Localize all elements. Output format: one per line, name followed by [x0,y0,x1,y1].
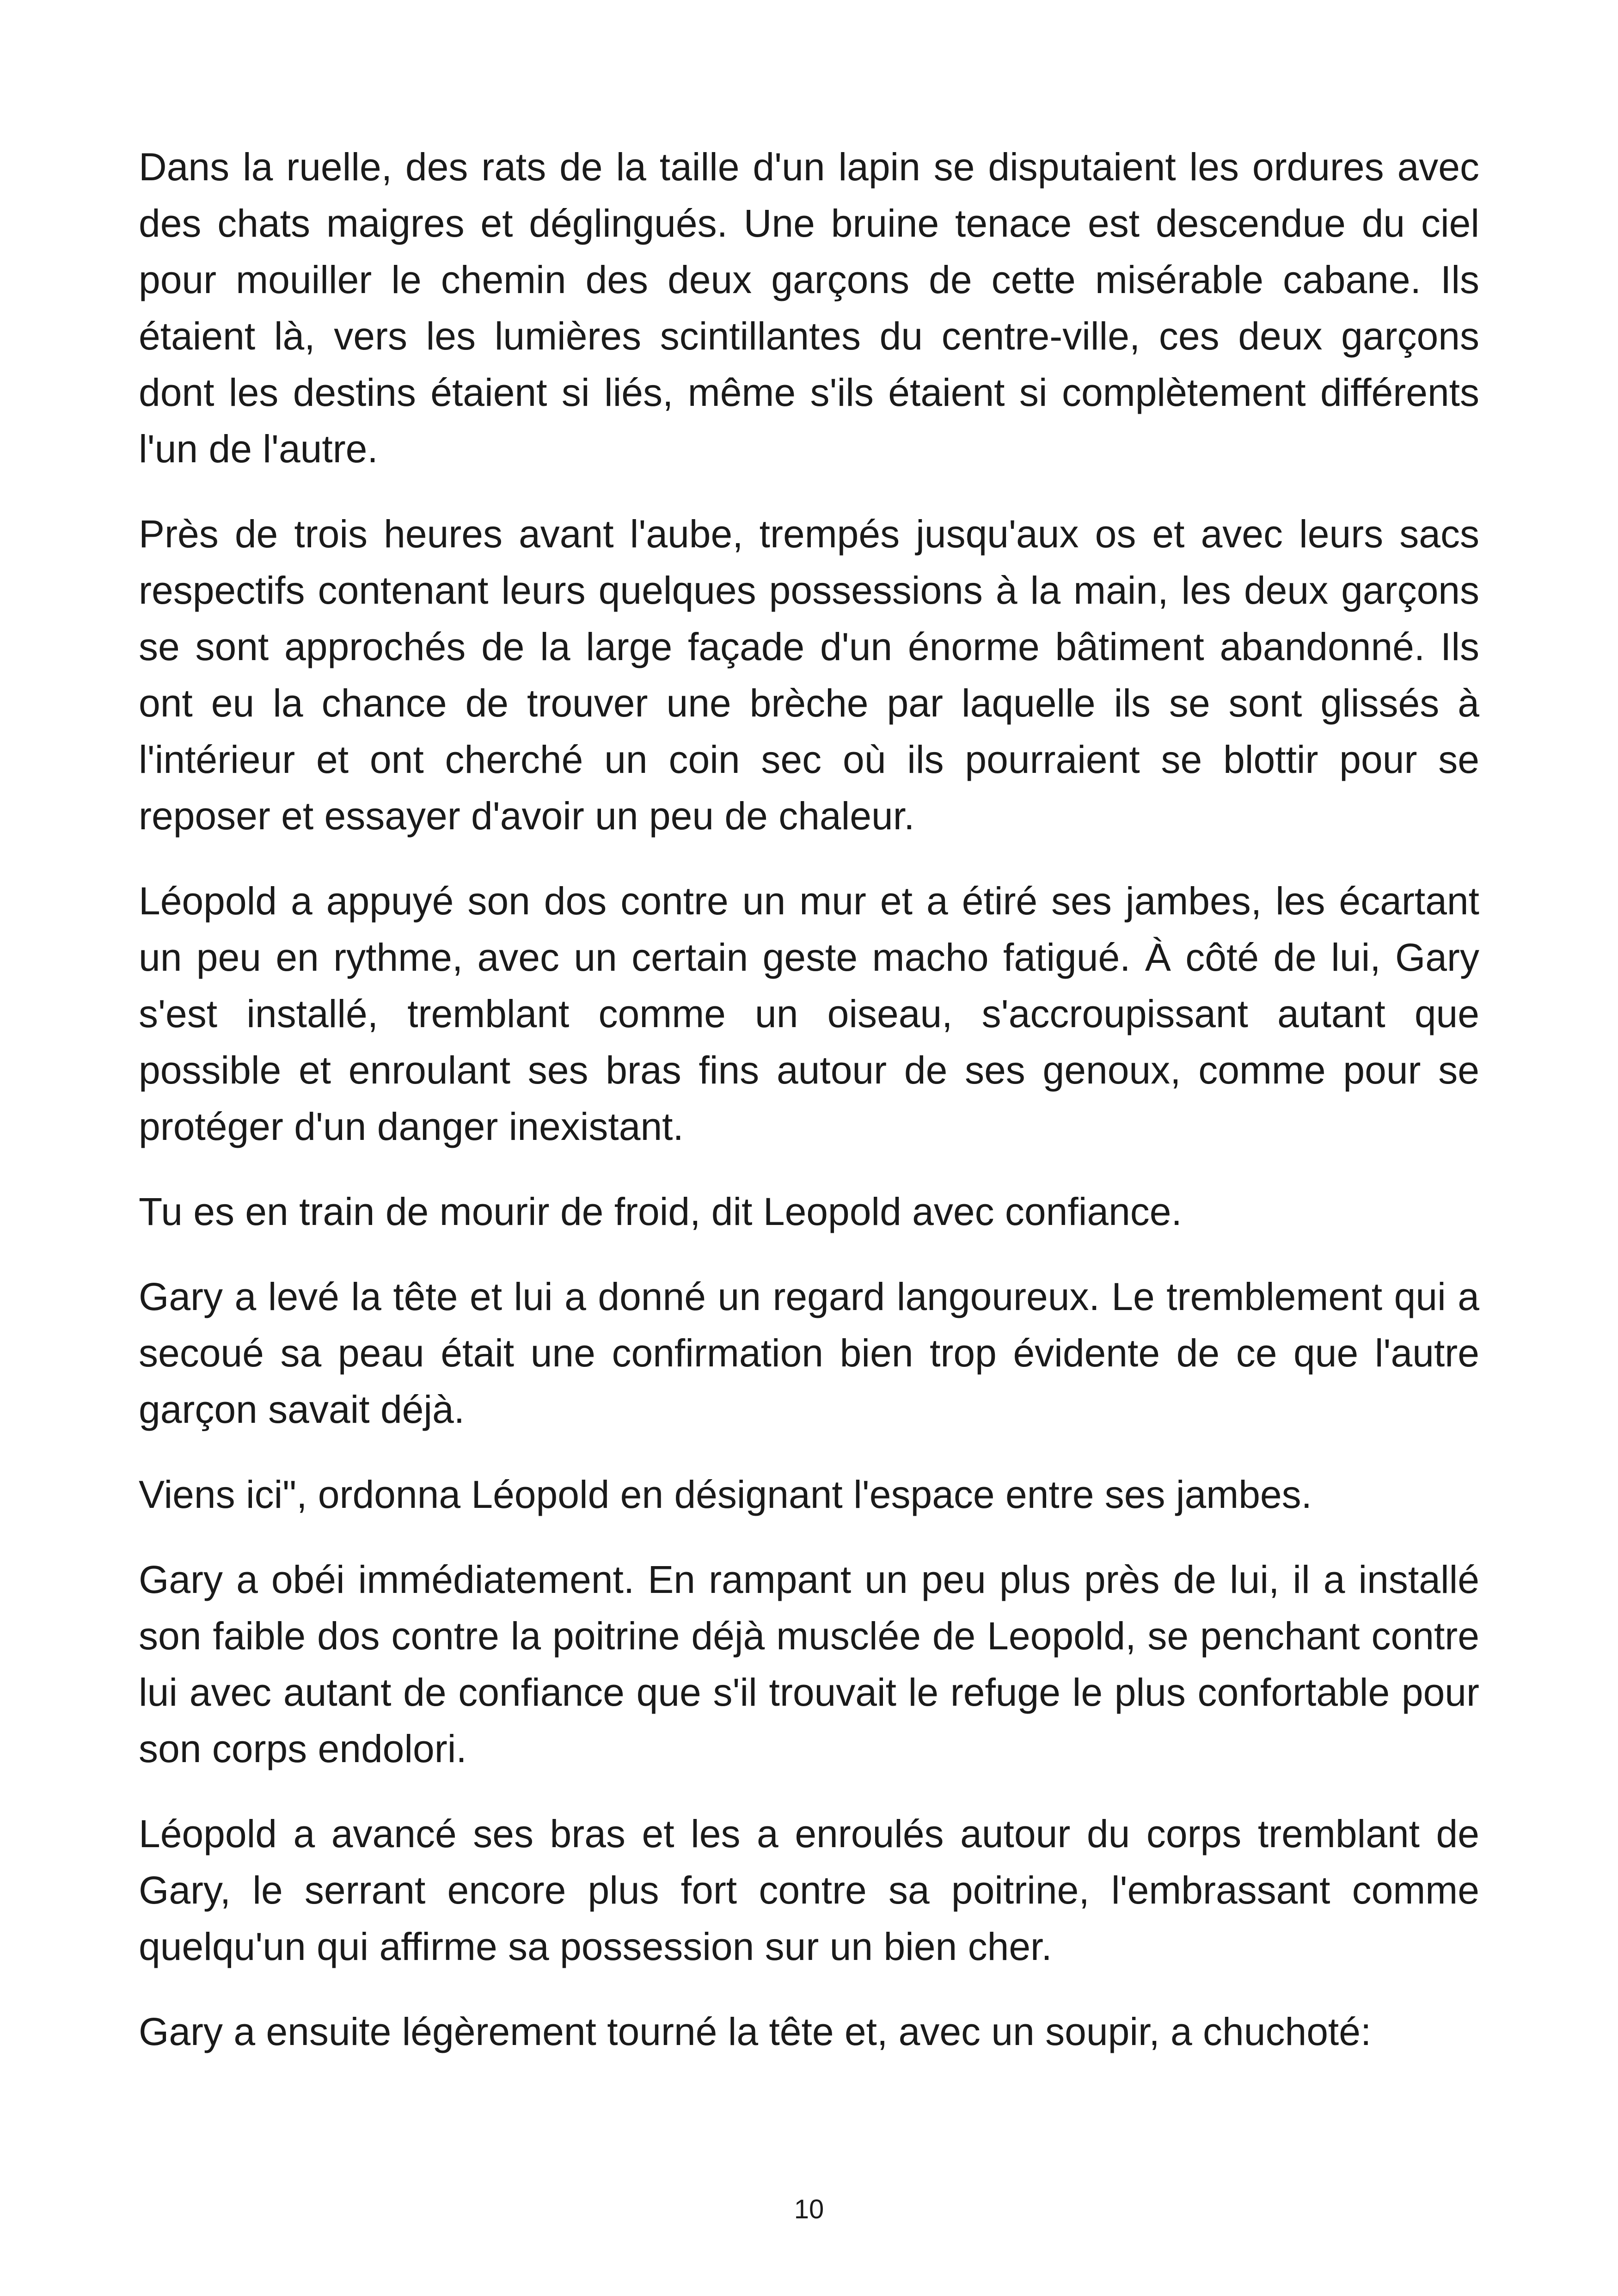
page-number: 10 [794,2194,824,2224]
paragraph-4: Tu es en train de mourir de froid, dit Leopold avec confiance. [139,1190,1182,1233]
paragraph-3: Léopold a appuyé son dos contre un mur et a étiré ses jambes, les écartant un peu en rythme, avec un certain geste macho fatigué. À côté de lui, Gary s'est installé, tremblant comme un oiseau, s'accroupissant autant que possible et enroulant ses bras fins autour de ses genoux, comme pour se protéger d'un danger inexistant. [139,879,1479,1148]
body-text [139,139,1479,2060]
paragraph-7: Gary a obéi immédiatement. En rampant un peu plus près de lui, il a installé son faible dos contre la poitrine déjà musclée de Leopold, se penchant contre lui avec autant de confiance que s'il trouvait le refuge le plus confortable pour son corps endolori. [139,1558,1479,1770]
paragraph-5: Gary a levé la tête et lui a donné un regard langoureux. Le tremblement qui a secoué sa peau était une confirmation bien trop évidente de ce que l'autre garçon savait déjà. [139,1275,1479,1431]
paragraph-6: Viens ici", ordonna Léopold en désignant l'espace entre ses jambes. [139,1473,1312,1516]
paragraph-2: Près de trois heures avant l'aube, trempés jusqu'aux os et avec leurs sacs respectifs contenant leurs quelques possessions à la main, les deux garçons se sont approchés de la large façade d'un énorme bâtiment abandonné. Ils ont eu la chance de trouver une brèche par laquelle ils se sont glissés à l'intérieur et ont cherché un coin sec où ils pourraient se blottir pour se reposer et essayer d'avoir un peu de chaleur. [139,512,1479,838]
paragraph-8: Léopold a avancé ses bras et les a enroulés autour du corps tremblant de Gary, le serrant encore plus fort contre sa poitrine, l'embrassant comme quelqu'un qui affirme sa possession sur un bien cher. [139,1812,1479,1968]
paragraph-1: Dans la ruelle, des rats de la taille d'un lapin se disputaient les ordures avec des chats maigres et déglingués. Une bruine tenace est descendue du ciel pour mouiller le chemin des deux garçons de cette misérable cabane. Ils étaient là, vers les lumières scintillantes du centre-ville, ces deux garçons dont les destins étaient si liés, même s'ils étaient si complètement différents l'un de l'autre. [139,145,1479,471]
paragraph-9: Gary a ensuite légèrement tourné la tête et, avec un soupir, a chuchoté: [139,2010,1372,2053]
